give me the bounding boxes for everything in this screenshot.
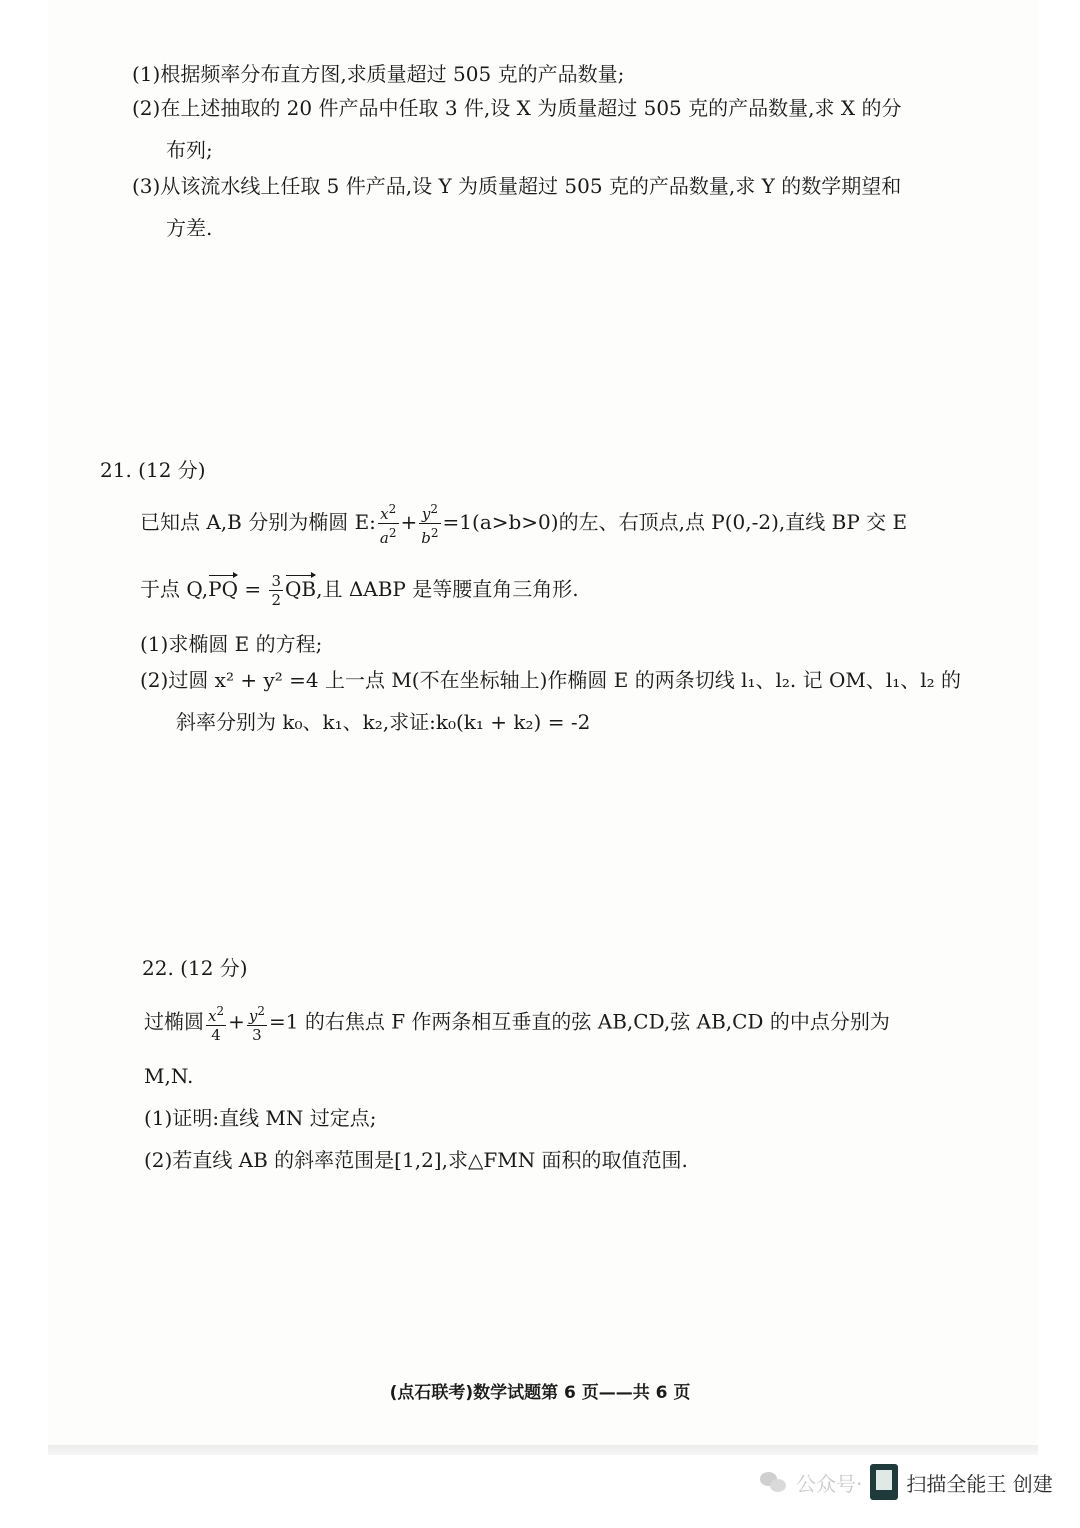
q20-part2-cont: 布列; bbox=[166, 138, 213, 162]
wechat-icon bbox=[760, 1470, 788, 1494]
ellipse-x-term: $\frac{x^2}{a^2}$ bbox=[379, 502, 397, 547]
watermark-account-text: 公众号· bbox=[796, 1471, 863, 1496]
ellipse-y-term: $\frac{y^2}{3}$ bbox=[248, 1004, 265, 1044]
q20-part3: (3)从该流水线上任取 5 件产品,设 Y 为质量超过 505 克的产品数量,求 Y 的数学期望和 bbox=[132, 174, 902, 198]
q21-statement-line1: 已知点 A,B 分别为椭圆 E: $\frac{x^2}{a^2}$ + $\frac{y^2}{b^2}$ =1(a>b>0)的左、右顶点,点 P(0,-2),直线 BP 交 E bbox=[140, 502, 908, 547]
q20-part1: (1)根据频率分布直方图,求质量超过 505 克的产品数量; bbox=[132, 62, 625, 86]
page-footer: (点石联考)数学试题第 6 页——共 6 页 bbox=[389, 1383, 691, 1403]
q20-part3-cont: 方差. bbox=[166, 216, 213, 240]
q21-part2-cont: 斜率分别为 k₀、k₁、k₂,求证:k₀(k₁ + k₂) = -2 bbox=[176, 710, 591, 734]
q21-statement-line2: 于点 Q,PQ = $\frac{3}{2}$ QB,且 ΔABP 是等腰直角三角形. bbox=[140, 572, 579, 609]
q21-line2-suffix: ,且 ΔABP 是等腰直角三角形. bbox=[316, 577, 579, 601]
q21-line1-suffix: =1(a>b>0)的左、右顶点,点 P(0,-2),直线 BP 交 E bbox=[442, 510, 908, 534]
q22-statement-line2: M,N. bbox=[144, 1064, 194, 1088]
q22-part2: (2)若直线 AB 的斜率范围是[1,2],求△FMN 面积的取值范围. bbox=[144, 1148, 688, 1172]
ellipse-y-term: $\frac{y^2}{b^2}$ bbox=[421, 502, 439, 547]
q22-statement-line1: 过椭圆 $\frac{x^2}{4}$ + $\frac{y^2}{3}$ =1 的右焦点 F 作两条相互垂直的弦 AB,CD,弦 AB,CD 的中点分别为 bbox=[144, 1004, 890, 1044]
q21-line1-prefix: 已知点 A,B 分别为椭圆 E: bbox=[140, 510, 376, 534]
q21-part2: (2)过圆 x² + y² =4 上一点 M(不在坐标轴上)作椭圆 E 的两条切线 l₁、l₂. 记 OM、l₁、l₂ 的 bbox=[140, 668, 962, 692]
q22-line1-suffix: =1 的右焦点 F 作两条相互垂直的弦 AB,CD,弦 AB,CD 的中点分别为 bbox=[269, 1009, 890, 1034]
q21-part1: (1)求椭圆 E 的方程; bbox=[140, 632, 323, 656]
fraction-three-halves: $\frac{3}{2}$ bbox=[271, 572, 282, 609]
q22-part1: (1)证明:直线 MN 过定点; bbox=[144, 1106, 377, 1130]
scanner-watermark bbox=[760, 1462, 1053, 1502]
page-shadow bbox=[48, 1445, 1038, 1455]
q22-heading: 22. (12 分) bbox=[142, 956, 248, 980]
q21-line2-prefix: 于点 Q, bbox=[140, 577, 209, 601]
q20-part2: (2)在上述抽取的 20 件产品中任取 3 件,设 X 为质量超过 505 克的产品数量,求 X 的分 bbox=[132, 96, 902, 120]
watermark-text: 扫描全能王 创建 bbox=[906, 1471, 1053, 1496]
ellipse-x-term: $\frac{x^2}{4}$ bbox=[208, 1004, 225, 1044]
camscanner-logo-icon bbox=[870, 1464, 898, 1500]
vector-qb: QB bbox=[285, 577, 317, 601]
q22-line1-prefix: 过椭圆 bbox=[144, 1009, 204, 1034]
q21-heading: 21. (12 分) bbox=[100, 458, 206, 482]
vector-pq: PQ bbox=[208, 577, 238, 601]
